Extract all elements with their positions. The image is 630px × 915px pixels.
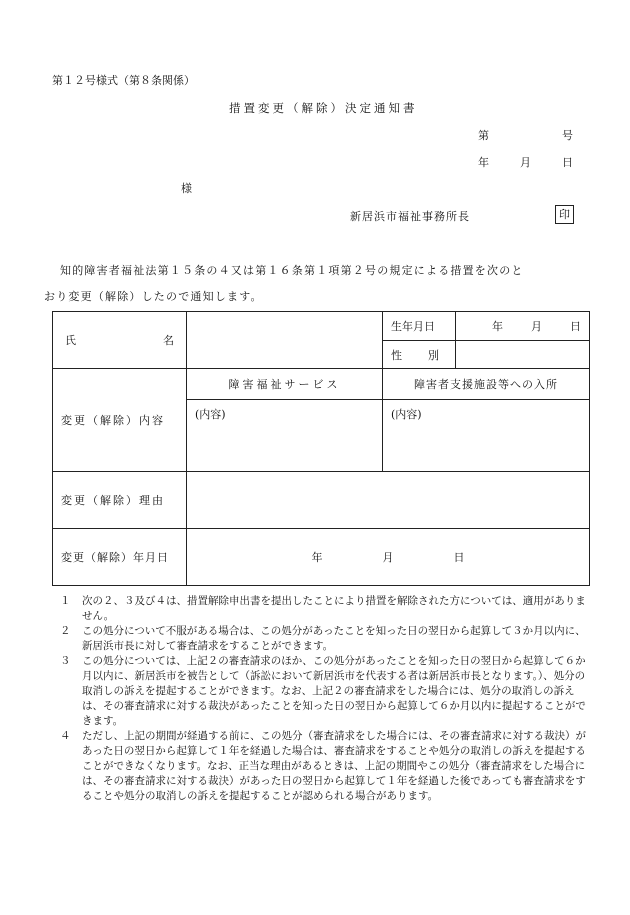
sex-value-cell[interactable] — [456, 341, 590, 369]
name-label-second: 名 — [163, 334, 174, 347]
note-item — [60, 624, 590, 654]
facility-content-label: (内容) — [391, 408, 422, 421]
dob-year: 年 — [492, 320, 503, 333]
table-row — [53, 312, 590, 341]
intro-line-1: 知的障害者福祉法第１５条の４又は第１６条第１項第２号の規定による措置を次のと — [60, 264, 524, 277]
dob-value-cell[interactable] — [456, 312, 590, 341]
intro-line-2: おり変更（解除）したので通知します。 — [44, 290, 263, 303]
change-date-value-cell[interactable] — [187, 529, 590, 586]
note-item — [60, 594, 590, 624]
sex-label-first: 性 — [391, 348, 402, 362]
dob-label: 生年月日 — [383, 312, 456, 341]
content-label: 変更（解除）内容 — [53, 369, 187, 472]
name-value-cell[interactable] — [187, 312, 383, 369]
change-date-label: 変更（解除）年月日 — [53, 529, 187, 586]
addressee-suffix: 様 — [181, 182, 192, 195]
note-number: １ — [60, 595, 71, 607]
seal-stamp: 印 — [555, 205, 574, 224]
reason-value-cell[interactable] — [187, 472, 590, 529]
note-item — [60, 654, 590, 729]
change-date-month: 月 — [382, 551, 394, 564]
document-title: 措置変更（解除）決定通知書 — [229, 101, 418, 115]
service-header: 障害福祉サービス — [187, 369, 383, 400]
form-number: 第１２号様式（第８条関係） — [52, 74, 195, 87]
table-row — [53, 529, 590, 586]
change-date-year: 年 — [311, 551, 323, 564]
name-label-first: 氏 — [65, 334, 76, 347]
notice-table — [52, 311, 590, 586]
doc-number-prefix: 第 — [478, 129, 489, 142]
issue-date-year: 年 — [478, 156, 489, 169]
issue-date-day: 日 — [562, 156, 573, 169]
dob-day: 日 — [570, 320, 581, 333]
note-number: ４ — [60, 730, 71, 742]
issue-date-month: 月 — [520, 156, 531, 169]
note-text: この処分については、上記２の審査請求のほか、この処分があったことを知った日の翌日から起算して６か月以内に、新居浜市を被告として（訴訟において新居浜市を代表する者は新居浜市長となります。）、処分の取消しの訴えを提起することができます。なお、上記２の審査請求をした場合には、処分の取消しの訴えは、その審査請求に対する裁決があったことを知った日の翌日から起算して６か月以内に提起することができます。 — [82, 655, 586, 727]
note-text: 次の２、３及び４は、措置解除申出書を提出したことにより措置を解除された方については、適用がありません。 — [82, 595, 586, 622]
sex-label-second: 別 — [428, 348, 439, 362]
doc-number-suffix: 号 — [562, 129, 573, 142]
note-item — [60, 729, 590, 804]
facility-header: 障害者支援施設等への入所 — [383, 369, 590, 400]
name-label-cell — [53, 312, 187, 369]
change-date-day: 日 — [453, 551, 465, 564]
sex-label-cell — [383, 341, 456, 369]
note-text: ただし、上記の期間が経過する前に、この処分（審査請求をした場合には、その審査請求に対する裁決）があった日の翌日から起算して１年を経過した場合は、審査請求をすることや処分の取消しの訴えを提起することができなくなります。なお、正当な理由があるときは、上記の期間やこの処分（審査請求をした場合には、その審査請求に対する裁決）があった日の翌日から起算して１年を経過した後であっても審査請求をすることや処分の取消しの訴えを提起することが認められる場合があります。 — [82, 730, 586, 802]
note-number: ３ — [60, 655, 71, 667]
dob-month: 月 — [531, 320, 542, 333]
table-row — [53, 369, 590, 400]
notes-list — [60, 594, 590, 804]
service-content-label: (内容) — [195, 408, 226, 421]
table-row — [53, 472, 590, 529]
note-text: この処分について不服がある場合は、この処分があったことを知った日の翌日から起算して３か月以内に、新居浜市長に対して審査請求をすることができます。 — [82, 625, 586, 652]
note-number: ２ — [60, 625, 71, 637]
service-content-cell[interactable] — [187, 400, 383, 472]
reason-label: 変更（解除）理由 — [53, 472, 187, 529]
facility-content-cell[interactable] — [383, 400, 590, 472]
issuer-name: 新居浜市福祉事務所長 — [350, 210, 470, 223]
